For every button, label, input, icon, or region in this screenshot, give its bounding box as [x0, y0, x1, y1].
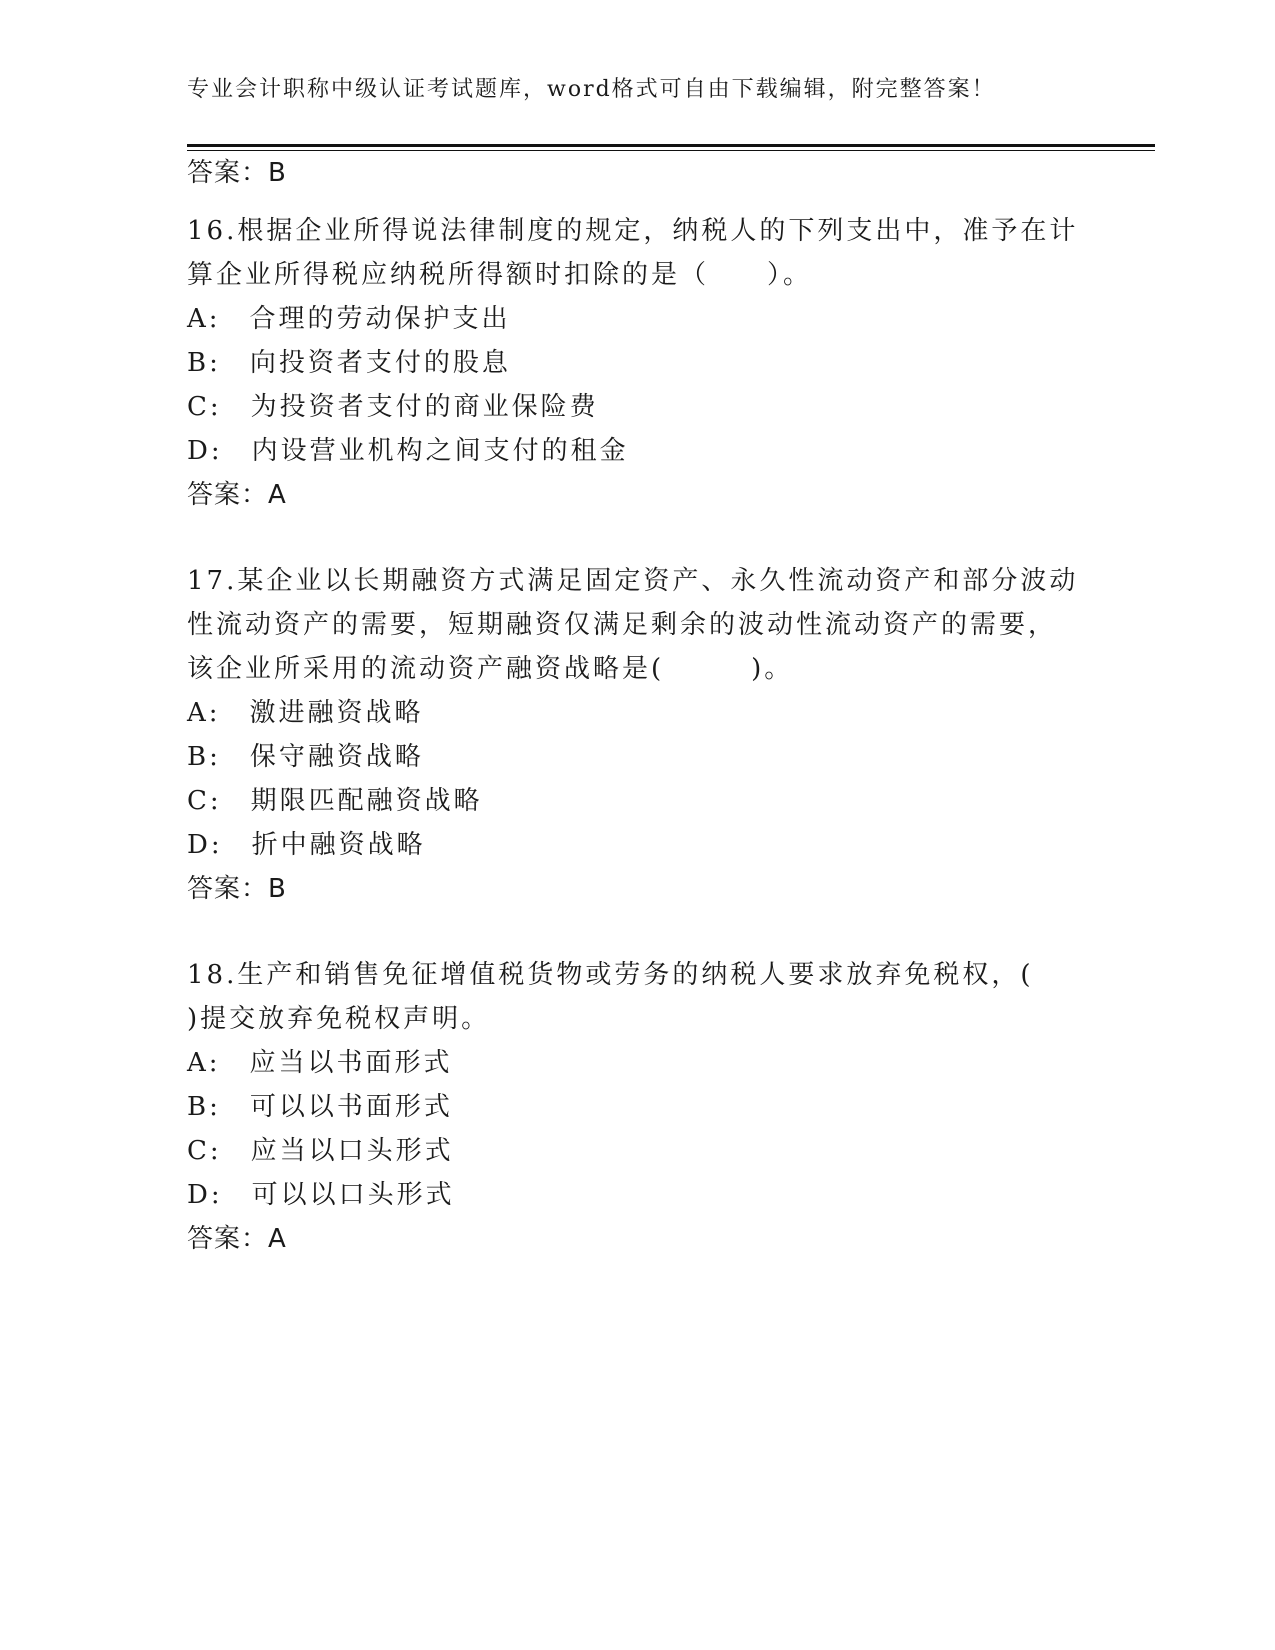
header-rule-thin — [187, 150, 1155, 151]
question-stem-line: 性流动资产的需要，短期融资仅满足剩余的波动性流动资产的需要， — [187, 610, 1058, 640]
question-stem-line: 18.生产和销售免征增值税货物或劳务的纳税人要求放弃免税权，( — [187, 960, 1034, 990]
option-b: B: 可以以书面形式 — [187, 1092, 453, 1122]
option-d: D: 可以以口头形式 — [187, 1180, 455, 1210]
previous-answer: 答案：B — [187, 158, 287, 188]
question-stem-line: 16.根据企业所得说法律制度的规定，纳税人的下列支出中，准予在计 — [187, 216, 1079, 246]
option-d: D: 折中融资战略 — [187, 830, 426, 860]
answer: 答案：A — [187, 480, 287, 510]
option-c: C: 期限匹配融资战略 — [187, 786, 483, 816]
question-stem-line: )提交放弃免税权声明。 — [187, 1004, 491, 1034]
option-b: B: 向投资者支付的股息 — [187, 348, 511, 378]
option-d: D: 内设营业机构之间支付的租金 — [187, 436, 629, 466]
answer: 答案：B — [187, 874, 287, 904]
option-b: B: 保守融资战略 — [187, 742, 424, 772]
option-a: A: 激进融资战略 — [187, 698, 424, 728]
answer: 答案：A — [187, 1224, 287, 1254]
question-stem-line: 算企业所得税应纳税所得额时扣除的是（ ）。 — [187, 260, 813, 290]
option-a: A: 合理的劳动保护支出 — [187, 304, 511, 334]
option-c: C: 应当以口头形式 — [187, 1136, 454, 1166]
question-stem-line: 17.某企业以长期融资方式满足固定资产、永久性流动资产和部分波动 — [187, 566, 1079, 596]
option-c: C: 为投资者支付的商业保险费 — [187, 392, 599, 422]
option-a: A: 应当以书面形式 — [187, 1048, 453, 1078]
question-stem-line: 该企业所采用的流动资产融资战略是( )。 — [187, 654, 794, 684]
page-header: 专业会计职称中级认证考试题库，word格式可自由下载编辑，附完整答案！ — [187, 77, 996, 102]
header-rule-thick — [187, 144, 1155, 147]
